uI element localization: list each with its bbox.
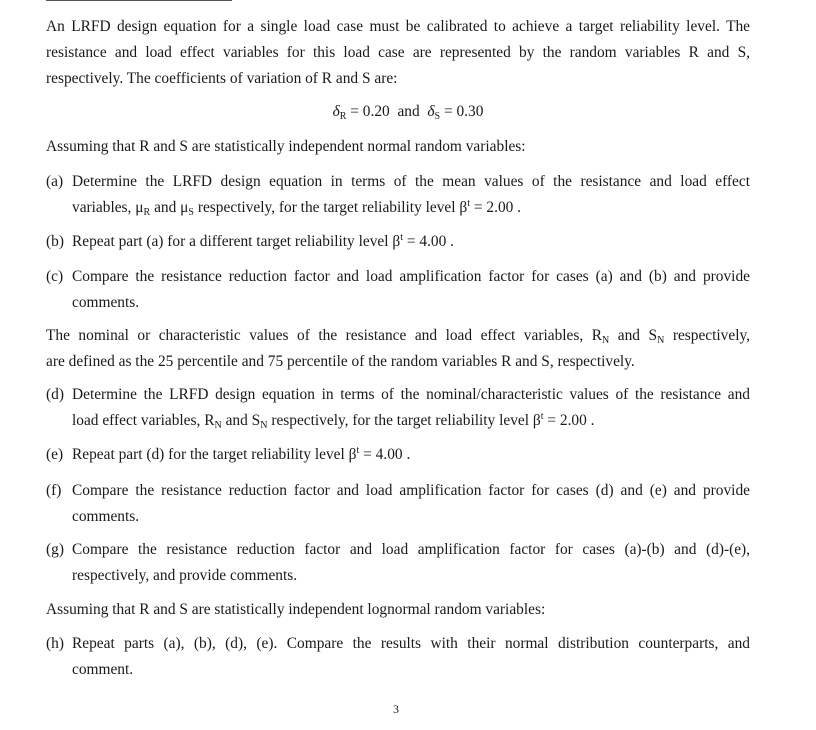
part-f-line-1: Compare the resistance reduction factor and load amplification factor for cases (d) and (e) and provide — [72, 482, 750, 499]
part-b-text: Repeat part (a) for a different target reliability level — [72, 233, 389, 250]
part-a-line-2-pre: variables, — [72, 199, 132, 216]
delta-r-subscript: R — [339, 111, 347, 122]
part-d-beta: β — [532, 412, 541, 429]
part-d-beta-sup: t — [540, 411, 544, 422]
part-c-line-1: Compare the resistance reduction factor and load amplification factor for cases (a) and (b) and provide — [72, 268, 750, 285]
part-e-text: Repeat part (d) for the target reliability level — [72, 446, 345, 463]
part-g-label: (g) — [46, 541, 64, 558]
part-e-label: (e) — [46, 446, 64, 463]
part-a — [46, 169, 750, 221]
part-e-beta: β — [348, 446, 357, 463]
delta-r-symbol: δ — [332, 103, 340, 120]
top-rule — [46, 0, 232, 1]
part-b-beta-value: = 4.00 . — [406, 233, 455, 250]
part-a-line-1: Determine the LRFD design equation in terms of the mean values of the resistance and load effect — [72, 173, 750, 190]
delta-s-subscript: S — [434, 111, 441, 122]
part-d-s-subscript: N — [260, 420, 268, 431]
part-b-beta-sup: t — [400, 232, 403, 243]
nominal-line-2: are defined as the 25 percentile and 75 percentile of the random variables R and S, respectively. — [46, 353, 635, 370]
intro-line-3: respectively. The coefficients of variation of R and S are: — [46, 70, 398, 87]
part-d-label: (d) — [46, 386, 64, 403]
part-h-line-1: Repeat parts (a), (b), (d), (e). Compare the results with their normal distribution counterparts, and — [72, 635, 750, 652]
delta-s-value: = 0.30 — [443, 103, 484, 120]
part-h-label: (h) — [46, 635, 64, 652]
part-b-beta: β — [392, 233, 401, 250]
part-h-line-2: comment. — [72, 661, 134, 678]
page-number: 3 — [393, 702, 399, 716]
part-e-beta-value: = 4.00 . — [363, 446, 411, 463]
part-g — [46, 537, 750, 589]
part-d — [46, 382, 750, 434]
part-f-line-2: comments. — [72, 508, 140, 525]
part-f-label: (f) — [46, 482, 62, 499]
part-a-label: (a) — [46, 173, 64, 190]
intro-line-2: resistance and load effect variables for this load case are represented by the random variables R and S, — [46, 44, 750, 61]
part-c-line-2: comments. — [72, 294, 140, 311]
part-d-beta-value: = 2.00 . — [547, 412, 595, 429]
part-a-beta-sup: t — [467, 198, 471, 209]
part-b-label: (b) — [46, 233, 64, 250]
normal-assumption: Assuming that R and S are statistically independent normal random variables: — [46, 138, 526, 155]
part-e-beta-sup: t — [356, 445, 360, 456]
nominal-and: and — [617, 327, 640, 344]
mu-s-symbol: μ — [180, 199, 189, 216]
mu-r-symbol: μ — [135, 199, 144, 216]
nominal-s: S — [648, 327, 658, 344]
nominal-line-1-pre: The nominal or characteristic values of the resistance and load effect variables, — [46, 327, 584, 344]
nominal-line-1-post: respectively, — [672, 327, 751, 344]
part-a-beta: β — [459, 199, 468, 216]
mu-r-subscript: R — [143, 207, 151, 218]
nominal-r-subscript: N — [602, 335, 610, 346]
part-c — [46, 264, 750, 316]
part-e — [46, 442, 750, 468]
cov-equation — [0, 99, 816, 125]
lognormal-assumption: Assuming that R and S are statistically independent lognormal random variables: — [46, 601, 546, 618]
intro-line-1: An LRFD design equation for a single load case must be calibrated to achieve a target reliability level. The — [46, 18, 750, 35]
part-d-s: S — [251, 412, 261, 429]
nominal-r: R — [591, 327, 602, 344]
mu-s-subscript: S — [188, 207, 194, 218]
part-g-line-1: Compare the resistance reduction factor and load amplification factor for cases (a)-(b) and (d)-(e), — [72, 541, 750, 558]
part-d-line-2-post: respectively, for the target reliability level — [271, 412, 529, 429]
part-d-and: and — [225, 412, 248, 429]
part-d-r: R — [204, 412, 215, 429]
part-d-r-subscript: N — [214, 420, 222, 431]
nominal-s-subscript: N — [657, 335, 665, 346]
nominal-paragraph — [46, 323, 750, 375]
intro-paragraph — [46, 14, 750, 92]
equation-and: and — [397, 103, 420, 120]
delta-r-value: = 0.20 — [350, 103, 390, 120]
part-a-beta-value: = 2.00 . — [473, 199, 522, 216]
part-d-line-1: Determine the LRFD design equation in terms of the nominal/characteristic values of the resistance and — [72, 386, 750, 403]
delta-s-symbol: δ — [427, 103, 435, 120]
part-c-label: (c) — [46, 268, 64, 285]
part-a-and: and — [154, 199, 177, 216]
part-b — [46, 229, 750, 255]
part-d-line-2-pre: load effect variables, — [72, 412, 201, 429]
part-h — [46, 631, 750, 683]
part-f — [46, 478, 750, 530]
part-g-line-2: respectively, and provide comments. — [72, 567, 298, 584]
part-a-line-2-post: respectively, for the target reliability level — [197, 199, 456, 216]
